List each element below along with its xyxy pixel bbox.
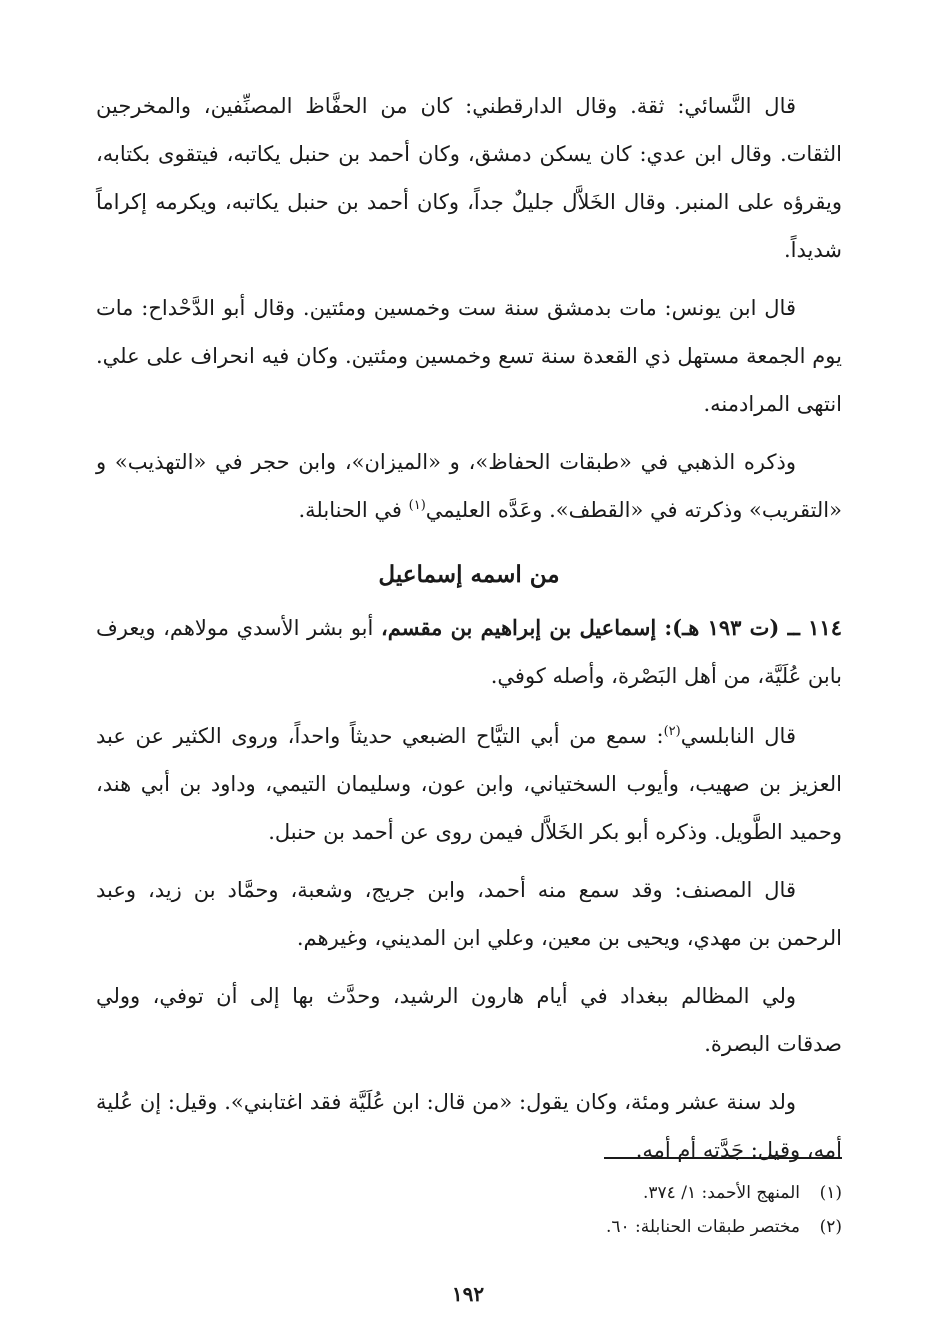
- paragraph-birth: ولد سنة عشر ومئة، وكان يقول: «من قال: ابن عُلَيَّة فقد اغتابني». وقيل: إن عُلية أمه، وقيل: جَدَّته أم أمه.: [96, 1090, 842, 1162]
- paragraph-ibn-yunus: قال ابن يونس: مات بدمشق سنة ست وخمسين ومئتين. وقال أبو الدَّحْداح: مات يوم الجمعة مستهل ذي القعدة سنة تسع وخمسين ومئتين. وكان فيه انحراف على علي. انتهى المرادمنه.: [96, 296, 842, 416]
- paragraph-nabulsi-lead: قال النابلسي: [680, 724, 796, 748]
- paragraph-dhahabi-tail: في الحنابلة.: [298, 498, 409, 522]
- footnote-1-text: المنهج الأحمد: ١/ ٣٧٤.: [643, 1183, 800, 1203]
- paragraph-musannif: قال المصنف: وقد سمع منه أحمد، وابن جريج، وشعبة، وحمَّاد بن زيد، وعبد الرحمن بن مهدي، ويحيى بن معين، وعلي ابن المديني، وغيرهم.: [96, 878, 842, 950]
- entry-114-heading: ١١٤ ــ (ت ١٩٣ هـ): إسماعيل بن إبراهيم بن مقسم،: [380, 615, 842, 640]
- paragraph-mazalim: ولي المظالم ببغداد في أيام هارون الرشيد، وحدَّث بها إلى أن توفي، وولي صدقات البصرة.: [96, 984, 842, 1056]
- footnote-ref-1: (١): [408, 498, 426, 513]
- paragraph-nabulsi-text: : سمع من أبي التيَّاح الضبعي حديثاً واحداً، وروى الكثير عن عبد العزيز بن صهيب، وأيوب السختياني، وابن عون، وسليمان التيمي، وداود بن أبي هند، وحميد الطَّويل. وذكره أبو بكر الخَلاَّل فيمن روى عن أحمد بن حنبل.: [96, 724, 842, 844]
- paragraph-nasai: قال النَّسائي: ثقة. وقال الدارقطني: كان من الحفَّاظ المصنِّفين، والمخرجين الثقات. وقال ابن عدي: كان يسكن دمشق، وكان أحمد بن حنبل يكاتبه، فيتقوى بكتابه، ويقرؤه على المنبر. وقال الخَلاَّل جليلٌ جداً، وكان أحمد بن حنبل يكاتبه، ويكرمه إكراماً شديداً.: [96, 94, 842, 262]
- footnotes: [400, 1176, 842, 1244]
- footnote-1-number: (١): [819, 1183, 842, 1203]
- main-text: [96, 82, 842, 1184]
- footnote-2-text: مختصر طبقات الحنابلة: ٦٠.: [605, 1217, 800, 1237]
- section-heading: من اسمه إسماعيل: [378, 561, 560, 588]
- paragraph-dhahabi-text: وذكره الذهبي في «طبقات الحفاظ»، و «الميزان»، وابن حجر في «التهذيب» و «التقريب» وذكرته في «القطف». وعَدَّه العليمي: [96, 450, 842, 522]
- footnote-2: [400, 1210, 842, 1244]
- footnote-1: [400, 1176, 842, 1210]
- paragraph-nabulsi: [96, 712, 842, 856]
- footnote-separator: [604, 1157, 842, 1159]
- footnote-2-number: (٢): [819, 1217, 842, 1237]
- paragraph-dhahabi: [96, 438, 842, 534]
- page-number: ١٩٢: [451, 1282, 485, 1306]
- entry-114-body: أبو بشر الأسدي مولاهم، ويعرف بابن عُلَيَّة، من أهل البَصْرة، وأصله كوفي.: [96, 616, 842, 688]
- footnote-ref-2: (٢): [663, 724, 681, 739]
- entry-114: [96, 604, 842, 700]
